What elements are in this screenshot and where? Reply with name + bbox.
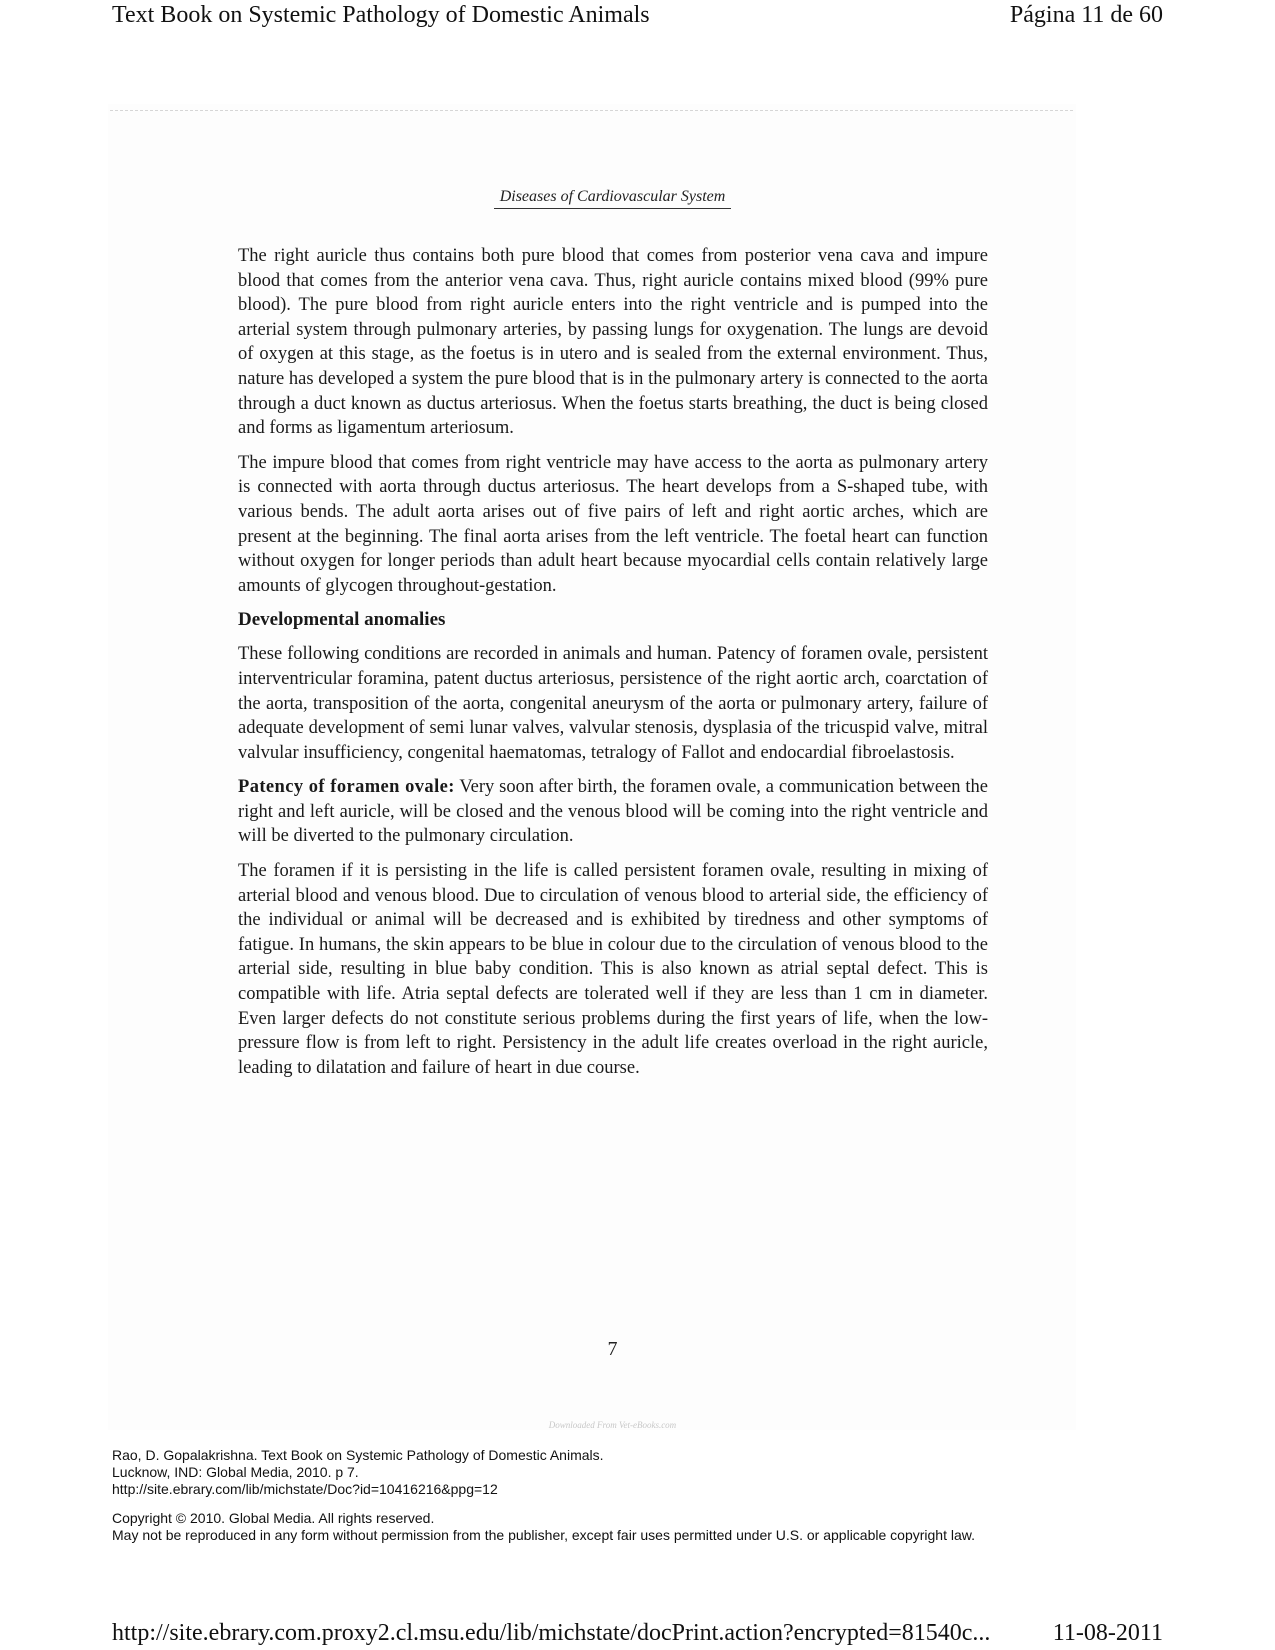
- copyright-line: Copyright © 2010. Global Media. All rights reserved.: [112, 1510, 435, 1526]
- page-count: Página 11 de 60: [1009, 2, 1163, 28]
- citation-link[interactable]: http://site.ebrary.com/lib/michstate/Doc?id=10416216&ppg=12: [112, 1481, 498, 1497]
- citation: [112, 1447, 1112, 1498]
- paragraph: The right auricle thus contains both pure blood that comes from posterior vena cava and impure blood that comes from the anterior vena cava. Thus, right auricle contains mixed blood (99% pure blood). The pure blood from right auricle enters into the right ventricle and is pumped into the arterial system through pulmonary arteries, by passing lungs for oxygenation. The lungs are devoid of oxygen at this stage, as the foetus is in utero and is sealed from the external environment. Thus, nature has developed a system the pure blood that is in the pulmonary artery is connected to the aorta through a duct known as ductus arteriosus. When the foetus starts breathing, the duct is being closed and forms as ligamentum arteriosum.: [238, 246, 988, 439]
- paragraph: These following conditions are recorded in animals and human. Patency of foramen ovale, persistent interventricular foramina, patent ductus arteriosus, persistence of the right aortic arch, coarctation of the aorta, transposition of the aorta, congenital aneurysm of the aorta or pulmonary artery, failure of adequate development of semi lunar valves, valvular stenosis, dysplasia of the tricuspid valve, mitral valvular insufficiency, congenital haematomas, tetralogy of Fallot and endocardial fibroelastosis.: [238, 644, 988, 763]
- book-title: Text Book on Systemic Pathology of Domestic Animals: [112, 2, 650, 28]
- page-body: [238, 244, 988, 1090]
- running-head: [0, 188, 1225, 209]
- section-heading: Developmental anomalies: [238, 609, 446, 631]
- page-url: http://site.ebrary.com.proxy2.cl.msu.edu/lib/michstate/docPrint.action?encrypted=81540c...: [112, 1620, 991, 1646]
- scan-divider: [110, 110, 1073, 111]
- page-number: 7: [607, 1338, 618, 1360]
- watermark: Downloaded From Vet-eBooks.com: [548, 1420, 677, 1430]
- paragraph: [238, 775, 988, 849]
- paragraph: The foramen if it is persisting in the life is called persistent foramen ovale, resulting in mixing of arterial blood and venous blood. Due to circulation of venous blood to arterial side, the efficiency of the individual or animal will be decreased and is exhibited by tiredness and other symptoms of fatigue. In humans, the skin appears to be blue in colour due to the circulation of venous blood to the arterial side, resulting in blue baby condition. This is also known as atrial septal defect. This is compatible with life. Atria septal defects are tolerated well if they are less than 1 cm in diameter. Even larger defects do not constitute serious problems during the first years of life, when the low-pressure flow is from left to right. Persistency in the adult life creates overload in the right auricle, leading to dilatation and failure of heart in due course.: [238, 861, 988, 1078]
- paragraph: The impure blood that comes from right ventricle may have access to the aorta as pulmonary artery is connected with aorta through ductus arteriosus. The heart develops from a S-shaped tube, with various bends. The adult aorta arises out of five pairs of left and right aortic arches, which are present at the beginning. The final aorta arises from the left ventricle. The foetal heart can function without oxygen for longer periods than adult heart because myocardial cells contain relatively large amounts of glycogen throughout-gestation.: [238, 452, 988, 596]
- paragraph-text: Very soon after birth, the foramen ovale, a communication between the right and left auricle, will be closed and the venous blood will be coming into the right ventricle and will be diverted to the pulmonary circulation.: [238, 777, 988, 847]
- run-in-term: Patency of foramen ovale:: [238, 777, 455, 798]
- citation-line: Rao, D. Gopalakrishna. Text Book on Systemic Pathology of Domestic Animals.: [112, 1447, 604, 1463]
- copyright-line: May not be reproduced in any form without permission from the publisher, except fair uses permitted under U.S. or applicable copyright law.: [112, 1527, 975, 1543]
- copyright-notice: [112, 1510, 1072, 1543]
- citation-line: Lucknow, IND: Global Media, 2010. p 7.: [112, 1464, 359, 1480]
- print-date: 11-08-2011: [1052, 1620, 1163, 1646]
- running-head-text: Diseases of Cardiovascular System: [494, 188, 732, 209]
